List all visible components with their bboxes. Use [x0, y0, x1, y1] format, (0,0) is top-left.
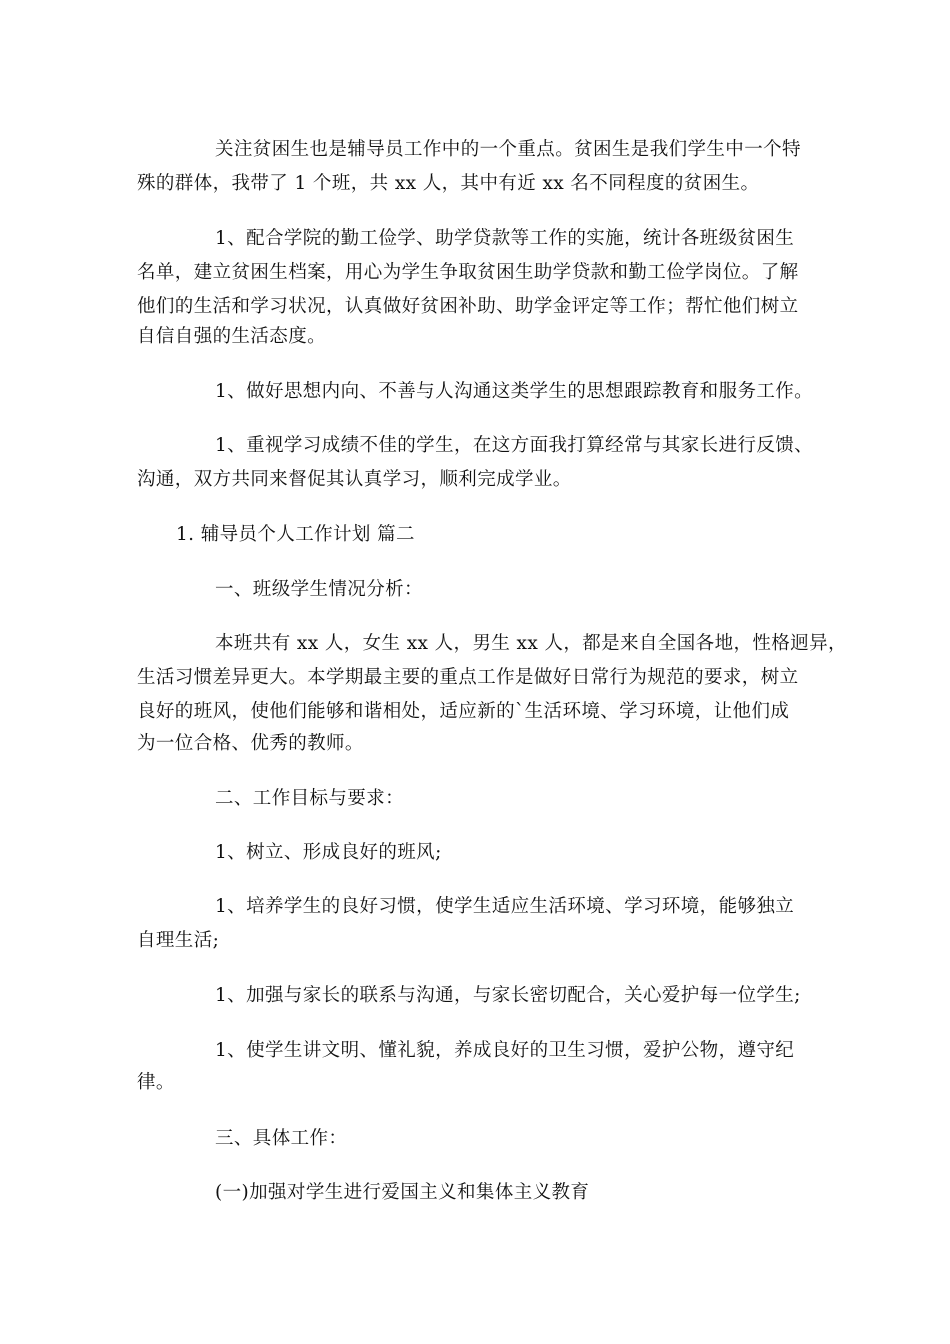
text-line: 殊的群体，我带了 1 个班，共 xx 人，其中有近 xx 名不同程度的贫困生。 — [137, 173, 760, 194]
text-line: 他们的生活和学习状况，认真做好贫困补助、助学金评定等工作；帮忙他们树立 — [137, 296, 799, 317]
text-line: 自信自强的生活态度。 — [137, 326, 327, 347]
text-line: 名单，建立贫困生档案，用心为学生争取贫困生助学贷款和勤工俭学岗位。了解 — [137, 262, 799, 283]
text-line: 1、配合学院的勤工俭学、助学贷款等工作的实施，统计各班级贫困生 — [215, 228, 795, 249]
text-line: 本班共有 xx 人，女生 xx 人，男生 xx 人，都是来自全国各地，性格迥异， — [215, 633, 847, 654]
text-line: 关注贫困生也是辅导员工作中的一个重点。贫困生是我们学生中一个特 — [215, 139, 801, 160]
text-line: 1、树立、形成良好的班风; — [215, 842, 442, 863]
section-heading: 1. 辅导员个人工作计划 篇二 — [176, 524, 415, 545]
text-line: 一、班级学生情况分析： — [215, 579, 423, 600]
text-line: 自理生活; — [137, 930, 220, 951]
text-line: 1、使学生讲文明、懂礼貌，养成良好的卫生习惯，爱护公物，遵守纪 — [215, 1040, 795, 1061]
text-line: 1、重视学习成绩不佳的学生，在这方面我打算经常与其家长进行反馈、 — [215, 435, 814, 456]
text-line: 1、做好思想内向、不善与人沟通这类学生的思想跟踪教育和服务工作。 — [215, 381, 814, 402]
text-line: 律。 — [137, 1072, 175, 1093]
text-line: 沟通，双方共同来督促其认真学习，顺利完成学业。 — [137, 469, 572, 490]
text-line: 生活习惯差异更大。本学期最主要的重点工作是做好日常行为规范的要求，树立 — [137, 667, 799, 688]
text-line: 1、加强与家长的联系与沟通，与家长密切配合，关心爱护每一位学生; — [215, 985, 801, 1006]
text-line: 为一位合格、优秀的教师。 — [137, 733, 364, 754]
text-line: 1、培养学生的良好习惯，使学生适应生活环境、学习环境，能够独立 — [215, 896, 795, 917]
text-line: 二、工作目标与要求： — [215, 788, 405, 809]
text-line: 良好的班风，使他们能够和谐相处，适应新的`生活环境、学习环境，让他们成 — [137, 701, 790, 722]
text-line: 三、具体工作： — [215, 1128, 348, 1149]
text-line: (一)加强对学生进行爱国主义和集体主义教育 — [215, 1182, 590, 1203]
